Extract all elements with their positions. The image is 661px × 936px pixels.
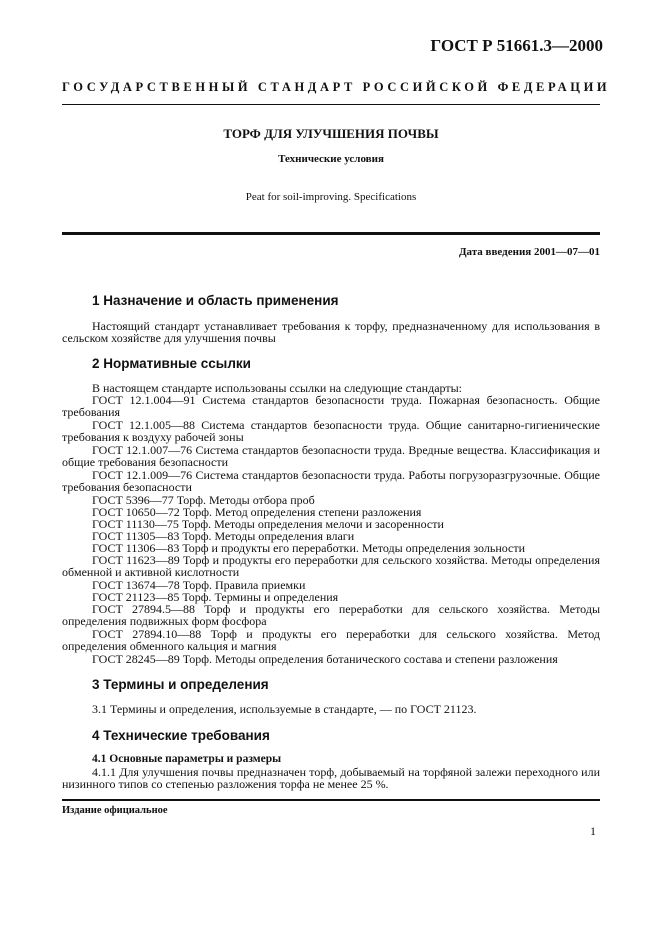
- english-title: Peat for soil-improving. Specifications: [245, 191, 417, 203]
- official-edition-label: Издание официальное: [62, 805, 168, 816]
- reference-item: ГОСТ 12.1.009—76 Система стандартов безопасности труда. Работы погрузоразгрузочные. Общие требования безопасности: [62, 468, 600, 495]
- reference-item: ГОСТ 27894.10—88 Торф и продукты его переработки для сельского хозяйства. Метод определения обменного кальция и магния: [62, 627, 600, 654]
- reference-item: ГОСТ 11130—75 Торф. Методы определения мелочи и засоренности: [92, 517, 444, 531]
- section-4-paragraph: 4.1.1 Для улучшения почвы предназначен торф, добываемый на торфяной залежи переходного или низинного типов со степенью разложения торфа не менее 25 %.: [62, 765, 600, 792]
- reference-item: ГОСТ 12.1.007—76 Система стандартов безопасности труда. Вредные вещества. Классификация и общие требования безопасности: [62, 443, 600, 470]
- reference-item: ГОСТ 11623—89 Торф и продукты его переработки для сельского хозяйства. Методы определения обменной и активной кислотности: [62, 553, 600, 580]
- section-1-paragraph: Настоящий стандарт устанавливает требования к торфу, предназначенному для использования в сельском хозяйстве для улучшения почвы: [62, 319, 600, 346]
- reference-item: В настоящем стандарте использованы ссылки на следующие стандарты:: [92, 381, 463, 395]
- introduction-date: Дата введения 2001—07—01: [458, 246, 600, 258]
- reference-item: ГОСТ 11306—83 Торф и продукты его переработки. Методы определения зольности: [92, 541, 526, 555]
- section-3-paragraph: 3.1 Термины и определения, используемые в стандарте, — по ГОСТ 21123.: [92, 702, 477, 716]
- section-4-heading: 4 Технические требования: [92, 728, 270, 743]
- page-number: 1: [590, 824, 596, 838]
- reference-item: ГОСТ 28245—89 Торф. Методы определения ботанического состава и степени разложения: [92, 652, 558, 666]
- reference-item: ГОСТ 5396—77 Торф. Методы отбора проб: [92, 493, 315, 507]
- section-1-heading: 1 Назначение и область применения: [92, 293, 339, 308]
- footer-divider: [62, 799, 600, 801]
- header-divider: [62, 104, 600, 105]
- section-2-heading: 2 Нормативные ссылки: [92, 356, 251, 371]
- document-code: ГОСТ Р 51661.3—2000: [430, 36, 603, 55]
- reference-item: ГОСТ 12.1.004—91 Система стандартов безопасности труда. Пожарная безопасность. Общие требования: [62, 393, 600, 420]
- title-divider: [62, 232, 600, 235]
- document-subtitle: Технические условия: [278, 153, 384, 165]
- reference-item: ГОСТ 12.1.005—88 Система стандартов безопасности труда. Общие санитарно-гигиенические требования к воздуху рабочей зоны: [62, 418, 600, 445]
- section-3-heading: 3 Термины и определения: [92, 677, 269, 692]
- reference-item: ГОСТ 21123—85 Торф. Термины и определения: [92, 590, 339, 604]
- document-title: ТОРФ ДЛЯ УЛУЧШЕНИЯ ПОЧВЫ: [223, 126, 439, 141]
- reference-item: ГОСТ 11305—83 Торф. Методы определения влаги: [92, 529, 355, 543]
- reference-item: ГОСТ 27894.5—88 Торф и продукты его переработки для сельского хозяйства. Методы определения подвижных форм фосфора: [62, 602, 600, 629]
- reference-item: ГОСТ 10650—72 Торф. Метод определения степени разложения: [92, 505, 422, 519]
- state-standard-banner: ГОСУДАРСТВЕННЫЙ СТАНДАРТ РОССИЙСКОЙ ФЕДЕРАЦИИ: [62, 80, 611, 94]
- reference-item: ГОСТ 13674—78 Торф. Правила приемки: [92, 578, 306, 592]
- subsection-4-1-heading: 4.1 Основные параметры и размеры: [92, 753, 282, 765]
